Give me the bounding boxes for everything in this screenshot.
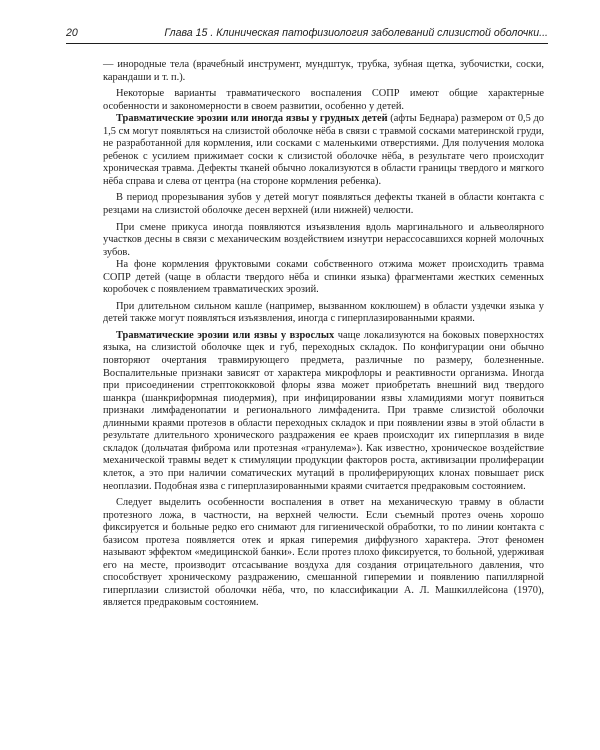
paragraph-text: В период прорезывания зубов у детей могут появляться дефекты тканей в области контакта с резцами на слизистой оболочке десен верхней (или нижней) челюсти. bbox=[103, 192, 544, 217]
paragraph-text: На фоне кормления фруктовыми соками собственного отжима может происходить травма СОПР детей (чаще в области твердого нёба и спинки языка) фрагментами жестких семенных коробочек с появлением травматических эрозий. bbox=[103, 259, 544, 296]
running-title: Глава 15 . Клиническая патофизиология заболеваний слизистой оболочки... bbox=[164, 27, 548, 39]
paragraph-intro bbox=[103, 88, 544, 113]
paragraph-text: При длительном сильном кашле (например, вызванном коклюшем) в области уздечки языка у детей также могут появляться изъязвления, иногда с гиперплазированными краями. bbox=[103, 300, 544, 325]
bold-lead: Травматические эрозии или иногда язвы у грудных детей bbox=[116, 113, 388, 125]
paragraph-text: При смене прикуса иногда появляются изъязвления вдоль маргинального и альвеолярного участков десны в связи с механическим воздействием изнутри нерассосавшихся корней молочных зубов. bbox=[103, 221, 544, 258]
page-number: 20 bbox=[66, 27, 78, 39]
paragraph-text: (афты Беднара) размером от 0,5 до 1,5 см могут появляться на слизистой оболочке нёба в связи с травмой сосками материнской груди, не разработанной для кормления, или сосками с маленькими отверстиями. Для получения молока ребенок с усилием прижимает соски к слизистой оболочке нёба, в результате чего происходит хроническая травма. Дефекты тканей обычно локализуются в области границы твердого и мягкого нёба справа и слева от центра (на стороне кормления ребенка). bbox=[103, 113, 545, 187]
paragraph-text: Следует выделить особенности воспаления в ответ на механическую травму в области протезного ложа, в частности, на верхней челюсти. Если съемный протез очень хорошо фиксируется и больные редко его снимают для гигиенической обработки, то по линии контакта с базисом протеза появляется отек и яркая гиперемия диффузного характера. Этот феномен называют эффектом «медицинской банки». Если протез плохо фиксируется, то больной, удерживая его на месте, производит отсасывание воздуха для создания отрицательного давления, что способствует хроническому раздражению, смешанной гиперемии и появлению папиллярной гиперплазии слизистой оболочки нёба, что, по классификации А. Л. Машкиллейсона (1970), является предраковым состоянием. bbox=[103, 497, 544, 609]
paragraph-prosthesis bbox=[103, 497, 544, 610]
bold-lead: Травматические эрозии или язвы у взрослых bbox=[116, 329, 335, 341]
paragraph-text: чаще локализуются на боковых поверхностях языка, на слизистой оболочке щек и губ, переходных складок. По конфигурации они обычно повторяют очертания травмирующего предмета, различные по размеру, болезненные. Воспалительные признаки зависят от характера микрофлоры и реактивности организма. Иногда при присоединении стрептококковой флоры язва может приобретать внешний вид твердого шанкра (шанкриформная пиодермия), при инфицировании язвы хламидиями могут появиться признаки лимфаденопатии и регионального лимфаденита. При травме слизистой оболочки длинными краями протезов в области переходных складок и при появлении язвы в этой области в результате длительного хронического раздражения ее краев происходит их гиперплазия в виде складок (дольчатая фиброма или протезная «гранулема»). Как известно, хроническое воздействие механической травмы ведет к стимуляции продукции факторов роста, активизации пролиферации клеток, а это при наличии соматических мутаций в пролиферирующих клонах повышает риск неоплазии. Подобная язва с гиперплазированными краями считается предраковым состоянием. bbox=[103, 329, 544, 492]
body-text bbox=[103, 59, 544, 610]
paragraph-text: — инородные тела (врачебный инструмент, мундштук, трубка, зубная щетка, зубочистки, соски, карандаши и т. п.). bbox=[103, 59, 544, 83]
paragraph-foreign-bodies bbox=[103, 59, 544, 84]
paragraph-cough bbox=[103, 301, 544, 326]
paragraph-teething bbox=[103, 192, 544, 217]
paragraph-adults bbox=[103, 330, 544, 493]
paragraph-juices bbox=[103, 259, 544, 297]
paragraph-bite-change bbox=[103, 222, 544, 260]
paragraph-infants bbox=[103, 113, 544, 188]
paragraph-text: Некоторые варианты травматического воспаления СОПР имеют общие характерные особенности и закономерности в своем развитии, особенно у детей. bbox=[103, 88, 544, 112]
running-header bbox=[66, 27, 548, 44]
